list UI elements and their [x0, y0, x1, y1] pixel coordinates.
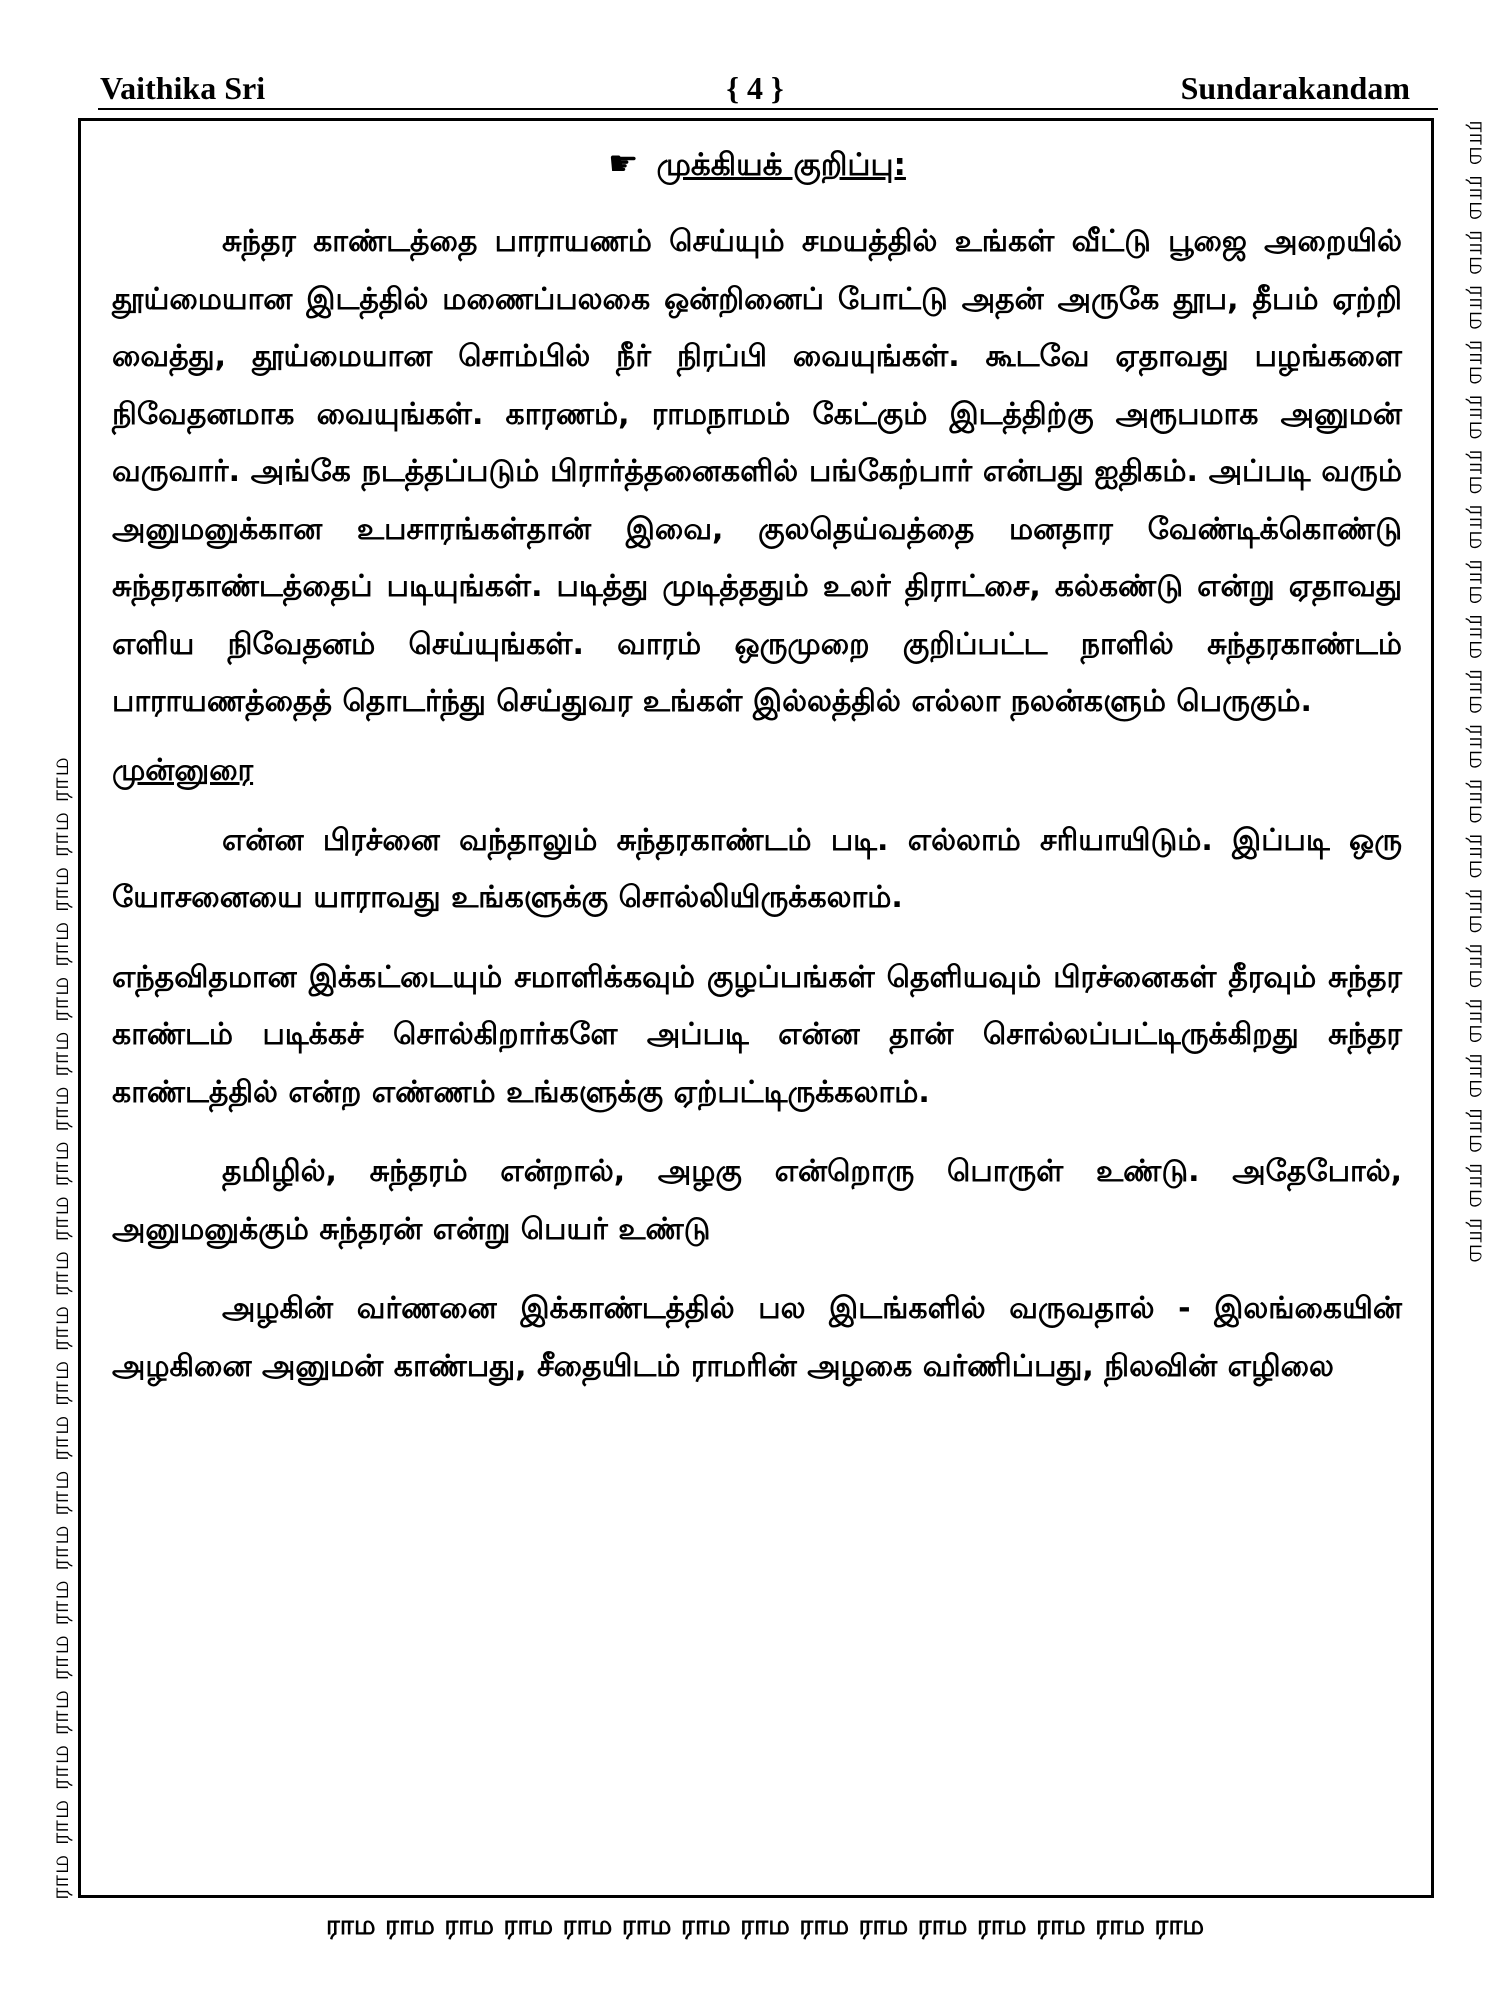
- right-border-text: ராம ராம ராம ராம ராம ராம ராம ராம ராம ராம ராம ராம ராம ராம ராம ராம ராம ராம ராம ராம ராம: [1464, 120, 1492, 1264]
- intro-paragraph-3: தமிழில், சுந்தரம் என்றால், அழகு என்றொரு பொருள் உண்டு. அதேபோல், அனுமனுக்கும் சுந்தரன் என்று பெயர் உண்டு: [112, 1154, 1402, 1247]
- header-rule: [98, 108, 1438, 110]
- note-heading: [112, 144, 1402, 187]
- intro-paragraph-1: என்ன பிரச்னை வந்தாலும் சுந்தரகாண்டம் படி. எல்லாம் சரியாயிடும். இப்படி ஒரு யோசனையை யாராவது உங்களுக்கு சொல்லியிருக்கலாம்.: [112, 822, 1402, 915]
- header-publisher: Vaithika Sri: [100, 70, 266, 106]
- intro-title: முன்னுரை: [112, 752, 254, 788]
- intro-paragraph-2: எந்தவிதமான இக்கட்டையும் சமாளிக்கவும் குழப்பங்கள் தெளியவும் பிரச்னைகள் தீரவும் சுந்தர காண்டம் படிக்கச் சொல்கிறார்களே அப்படி என்ன தான் சொல்லப்பட்டிருக்கிறது சுந்தர காண்டத்தில் என்ற எண்ணம் உங்களுக்கு ஏற்பட்டிருக்கலாம்.: [112, 959, 1402, 1110]
- note-title: முக்கியக் குறிப்பு:: [656, 147, 906, 183]
- header-book-title: Sundarakandam: [1180, 70, 1410, 106]
- bottom-border-text: ராம ராம ராம ராம ராம ராம ராம ராம ராம ராம ராம ராம ராம ராம ராம: [325, 1910, 1205, 1941]
- intro-paragraph-4: அழகின் வர்ணனை இக்காண்டத்தில் பல இடங்களில் வருவதால் - இலங்கையின் அழகினை அனுமன் காண்பது, சீதையிடம் ராமரின் அழகை வர்ணிப்பது, நிலவின் எழிலை: [112, 1291, 1402, 1384]
- page-content: [112, 140, 1402, 1417]
- pointing-hand-icon: ☛: [608, 144, 639, 184]
- page-number: { 4 }: [726, 70, 784, 106]
- left-border-text: ராம ராம ராம ராம ராம ராம ராம ராம ராம ராம ராம ராம ராம ராம ராம ராம ராம ராம ராம ராம ராம: [46, 756, 74, 1900]
- note-paragraph: சுந்தர காண்டத்தை பாராயணம் செய்யும் சமயத்தில் உங்கள் வீட்டு பூஜை அறையில் தூய்மையான இடத்தில் மணைப்பலகை ஒன்றினைப் போட்டு அதன் அருகே தூப, தீபம் ஏற்றி வைத்து, தூய்மையான சொம்பில் நீர் நிரப்பி வையுங்கள். கூடவே ஏதாவது பழங்களை நிவேதனமாக வையுங்கள். காரணம், ராமநாமம் கேட்கும் இடத்திற்கு அரூபமாக அனுமன் வருவார். அங்கே நடத்தப்படும் பிரார்த்தனைகளில் பங்கேற்பார் என்பது ஐதிகம். அப்படி வரும் அனுமனுக்கான உபசாரங்கள்தான் இவை, குலதெய்வத்தை மனதார வேண்டிக்கொண்டு சுந்தரகாண்டத்தைப் படியுங்கள். படித்து முடித்ததும் உலர் திராட்சை, கல்கண்டு என்று ஏதாவது எளிய நிவேதனம் செய்யுங்கள். வாரம் ஒருமுறை குறிப்பட்ட நாளில் சுந்தரகாண்டம் பாராயணத்தைத் தொடர்ந்து செய்துவர உங்கள் இல்லத்தில் எல்லா நலன்களும் பெருகும்.: [112, 224, 1402, 719]
